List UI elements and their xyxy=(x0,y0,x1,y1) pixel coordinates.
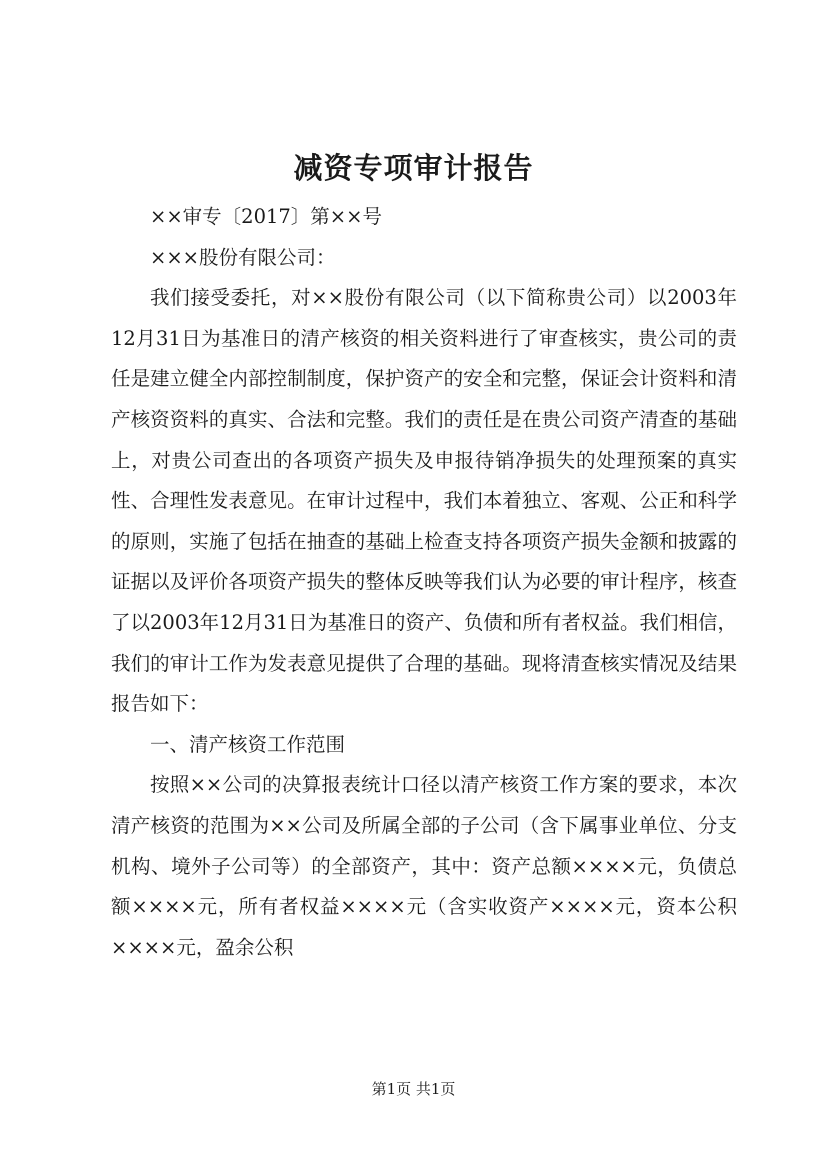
addressee: ×××股份有限公司： xyxy=(150,245,336,269)
document-number: ××审专〔2017〕第××号 xyxy=(150,205,382,228)
paragraph-intro: 我们接受委托，对××股份有限公司（以下简称贵公司）以2003年12月31日为基准日的清产核资的相关资料进行了审查核实，贵公司的责任是建立健全内部控制制度，保护资产的安全和完整，保证会计资料和清产核资资料的真实、合法和完整。我们的责任是在贵公司资产清查的基础上，对贵公司查出的各项资产损失及申报待销净损失的处理预案的真实性、合理性发表意见。在审计过程中，我们本着独立、客观、公正和科学的原则，实施了包括在抽查的基础上检查支持各项资产损失金额和披露的证据以及评价各项资产损失的整体反映等我们认为必要的审计程序，核查了以2003年12月31日为基准日的资产、负债和所有者权益。我们相信，我们的审计工作为发表意见提供了合理的基础。现将清查核实情况及结果报告如下： xyxy=(111,286,737,716)
section-heading-scope: 一、清产核资工作范围 xyxy=(150,732,346,756)
page-footer: 第1页 共1页 xyxy=(371,1080,456,1098)
paragraph-scope: 按照××公司的决算报表统计口径以清产核资工作方案的要求，本次清产核资的范围为××公司及所属全部的子公司（含下属事业单位、分支机构、境外子公司等）的全部资产，其中：资产总额××××元，负债总额××××元，所有者权益××××元（含实收资产××××元，资本公积××××元，盈余公积 xyxy=(111,773,737,959)
document-title: 减资专项审计报告 xyxy=(293,151,534,185)
document-body xyxy=(111,197,737,968)
